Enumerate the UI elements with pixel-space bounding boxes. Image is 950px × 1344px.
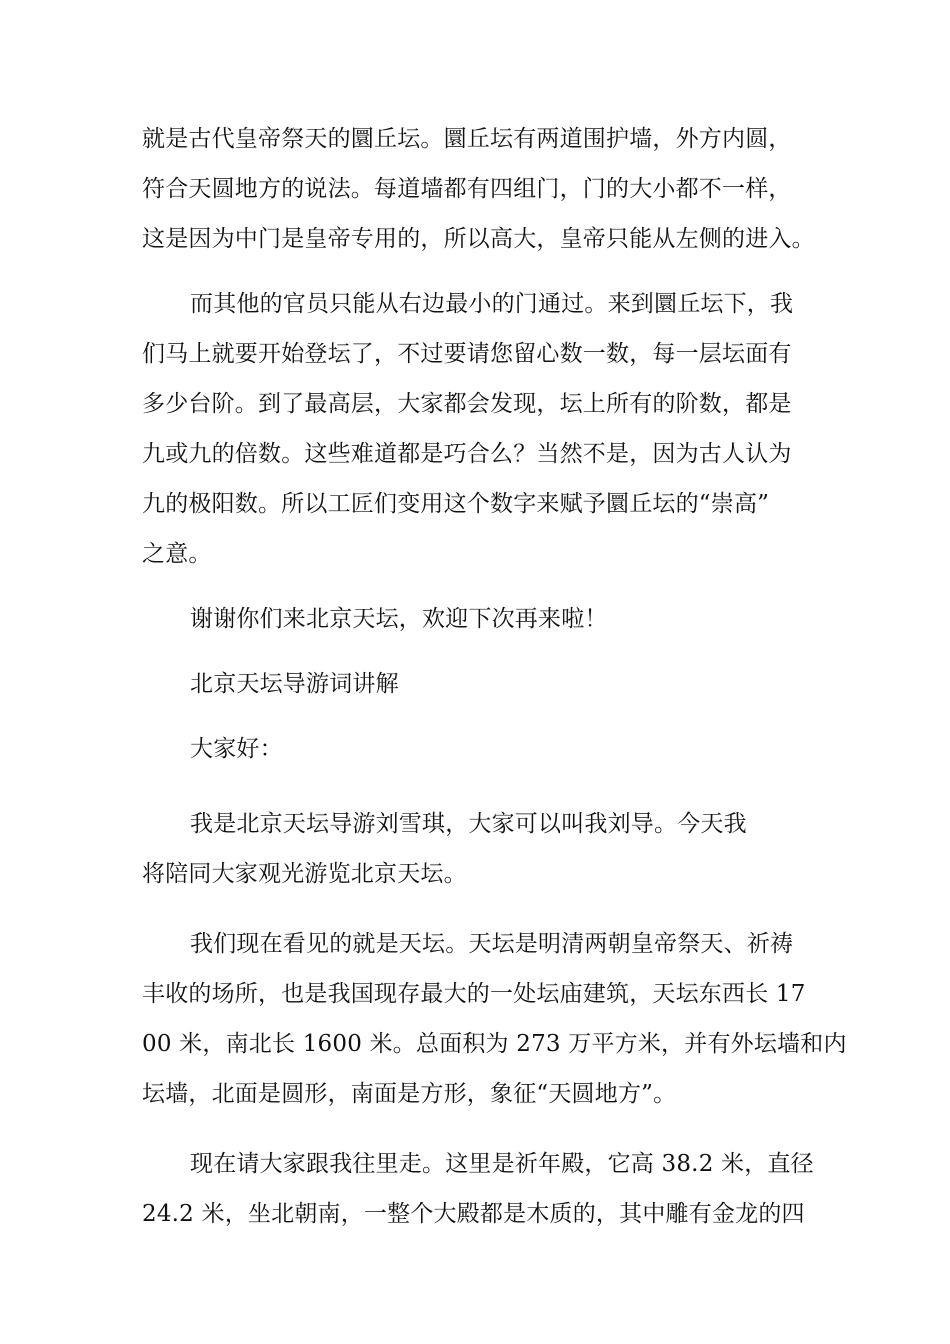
text-line-18: 坛墙，北面是圆形，南面是方形，象征“天圆地方”。	[142, 1081, 677, 1107]
text-line-19: 现在请大家跟我往里走。这里是祈年殿，它高 38.2 米，直径	[190, 1151, 814, 1177]
text-line-8: 九的极阳数。所以工匠们变用这个数字来赋予圜丘坛的“崇高”	[142, 491, 770, 517]
text-line-14: 将陪同大家观光游览北京天坛。	[142, 861, 467, 887]
text-line-3: 这是因为中门是皇帝专用的，所以高大，皇帝只能从左侧的进入。	[142, 226, 815, 252]
text-line-5: 们马上就要开始登坛了，不过要请您留心数一数，每一层坛面有	[142, 341, 792, 367]
text-line-10: 谢谢你们来北京天坛，欢迎下次再来啦！	[190, 606, 608, 632]
text-line-17: 00 米，南北长 1600 米。总面积为 273 万平方米，并有外坛墙和内	[142, 1031, 847, 1057]
text-line-7: 九或九的倍数。这些难道都是巧合么？当然不是，因为古人认为	[142, 441, 792, 467]
text-line-15: 我们现在看见的就是天坛。天坛是明清两朝皇帝祭天、祈祷	[190, 931, 794, 957]
text-line-16: 丰收的场所，也是我国现存最大的一处坛庙建筑，天坛东西长 17	[142, 981, 806, 1007]
text-line-20: 24.2 米，坐北朝南，一整个大殿都是木质的，其中雕有金龙的四	[142, 1201, 805, 1227]
text-line-2: 符合天圆地方的说法。每道墙都有四组门，门的大小都不一样，	[142, 176, 792, 202]
text-line-13: 我是北京天坛导游刘雪琪，大家可以叫我刘导。今天我	[190, 811, 747, 837]
text-line-4: 而其他的官员只能从右边最小的门通过。来到圜丘坛下，我	[190, 291, 794, 317]
greeting-line: 大家好：	[190, 736, 283, 762]
text-line-1: 就是古代皇帝祭天的圜丘坛。圜丘坛有两道围护墙，外方内圆，	[142, 126, 792, 152]
section-heading: 北京天坛导游词讲解	[190, 671, 399, 697]
text-line-6: 多少台阶。到了最高层，大家都会发现，坛上所有的阶数，都是	[142, 391, 792, 417]
text-line-9: 之意。	[142, 541, 212, 567]
